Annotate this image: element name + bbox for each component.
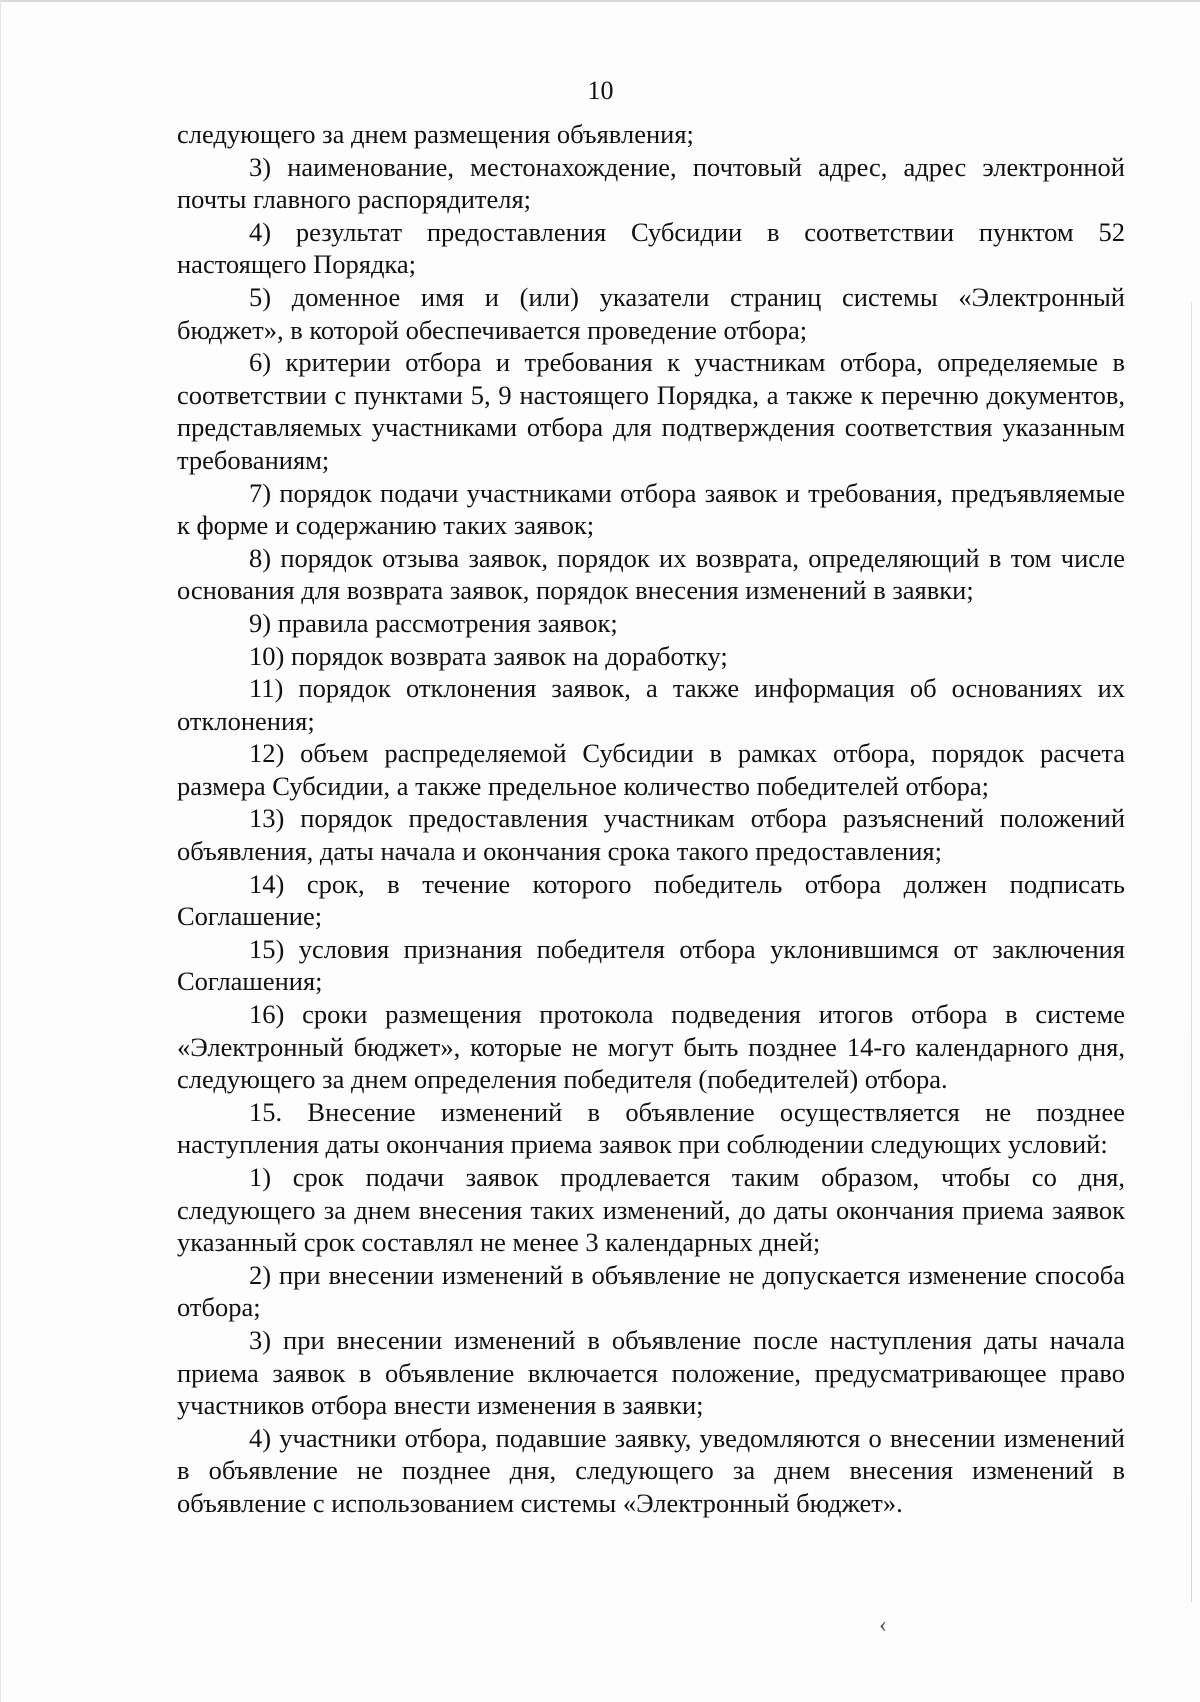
paragraph: 15. Внесение изменений в объявление осуществляется не позднее наступления даты окончания приема заявок при соблюдении следующих условий: bbox=[177, 1096, 1125, 1160]
paragraph: 12) объем распределяемой Субсидии в рамках отбора, порядок расчета размера Субсидии, а также предельное количество победителей отбора; bbox=[177, 738, 1125, 801]
scan-speck-mark: ‹ bbox=[879, 1612, 887, 1638]
paragraph: следующего за днем размещения объявления; bbox=[177, 119, 694, 149]
paragraph: 7) порядок подачи участниками отбора заявок и требования, предъявляемые к форме и содержанию таких заявок; bbox=[177, 477, 1125, 541]
paragraph: 4) результат предоставления Субсидии в соответствии пунктом 52 настоящего Порядка; bbox=[177, 216, 1125, 280]
paragraph: 9) правила рассмотрения заявок; bbox=[249, 607, 618, 638]
paragraph: 16) сроки размещения протокола подведения итогов отбора в системе «Электронный бюджет», которые не могут быть позднее 14-го календарного дня, следующего за днем определения победителя (победителей) отбора. bbox=[177, 999, 1125, 1095]
paragraph: 15) условия признания победителя отбора уклонившимся от заключения Соглашения; bbox=[177, 933, 1125, 997]
paragraph: 8) порядок отзыва заявок, порядок их возврата, определяющий в том числе основания для возврата заявок, порядок внесения изменений в заявки; bbox=[177, 542, 1125, 606]
paragraph: 2) при внесении изменений в объявление не допускается изменение способа отбора; bbox=[177, 1259, 1125, 1323]
paragraph: 5) доменное имя и (или) указатели страниц системы «Электронный бюджет», в которой обеспечивается проведение отбора; bbox=[177, 281, 1125, 345]
page-number: 10 bbox=[587, 76, 614, 105]
paragraph: 1) срок подачи заявок продлевается таким образом, чтобы со дня, следующего за днем внесения таких изменений, до даты окончания приема заявок указанный срок составлял не менее 3 календарных дней; bbox=[177, 1162, 1125, 1258]
document-body bbox=[177, 118, 1125, 1520]
paragraph: 13) порядок предоставления участникам отбора разъяснений положений объявления, даты начала и окончания срока такого предоставления; bbox=[177, 803, 1125, 867]
paragraph: 10) порядок возврата заявок на доработку; bbox=[249, 640, 728, 671]
scan-edge-line bbox=[1191, 302, 1192, 1602]
paragraph: 3) наименование, местонахождение, почтовый адрес, адрес электронной почты главного распорядителя; bbox=[177, 151, 1125, 215]
paragraph: 3) при внесении изменений в объявление после наступления даты начала приема заявок в объявление включается положение, предусматривающее право участников отбора внести изменения в заявки; bbox=[177, 1324, 1125, 1421]
paragraph: 6) критерии отбора и требования к участникам отбора, определяемые в соответствии с пунктами 5, 9 настоящего Порядка, а также к перечню документов, представляемых участниками отбора для подтверждения соответствия указанным требованиям; bbox=[177, 347, 1125, 475]
paragraph: 14) срок, в течение которого победитель отбора должен подписать Соглашение; bbox=[177, 868, 1125, 932]
paragraph: 11) порядок отклонения заявок, а также информация об основаниях их отклонения; bbox=[177, 673, 1125, 736]
paragraph: 4) участники отбора, подавшие заявку, уведомляются о внесении изменений в объявление не позднее дня, следующего за днем внесения изменений в объявление с использованием системы «Электронный бюджет». bbox=[177, 1422, 1125, 1518]
